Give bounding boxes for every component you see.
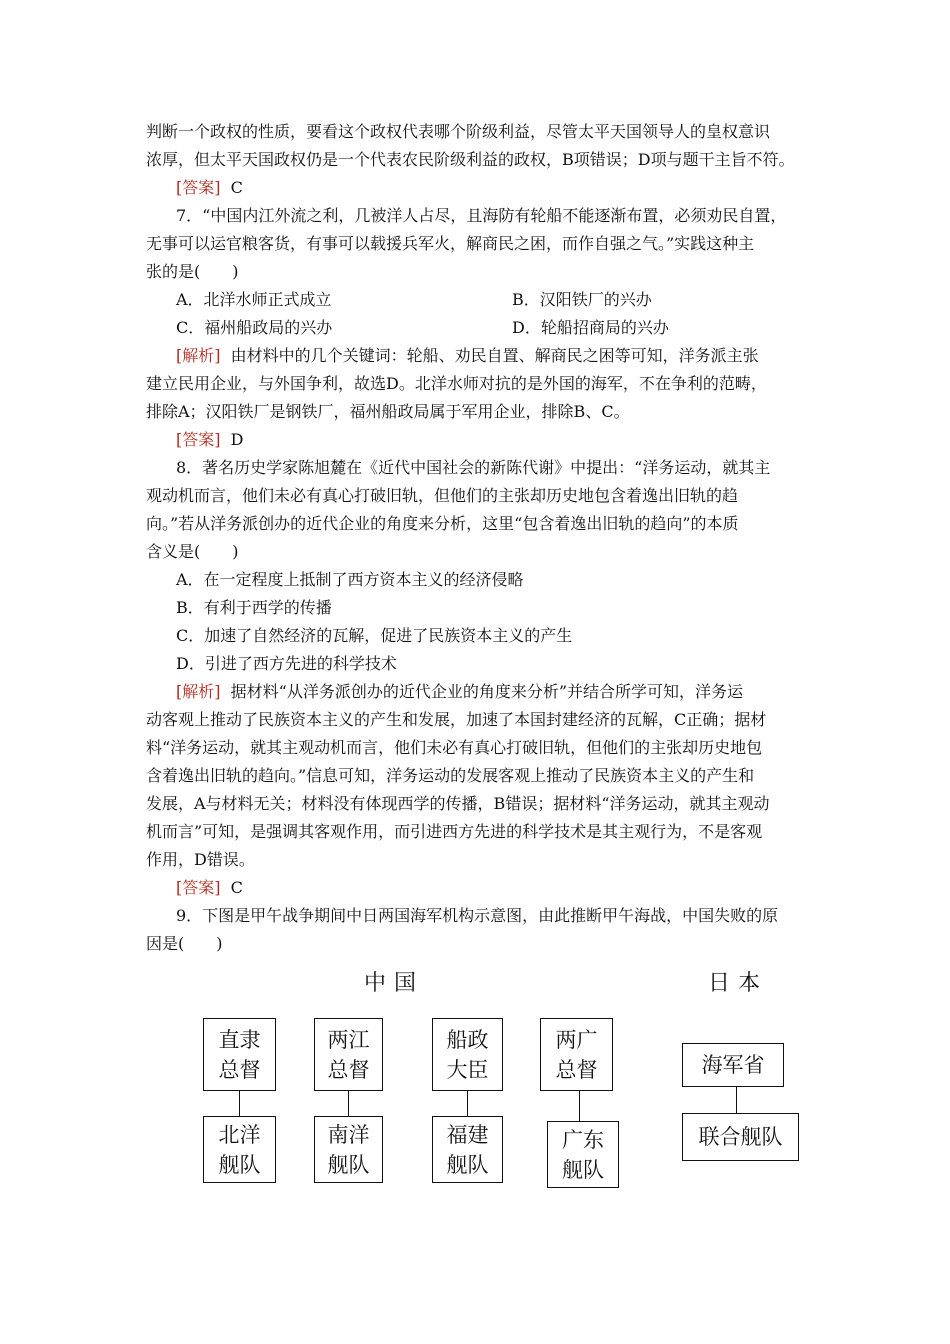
china-fleet-box — [314, 1116, 383, 1183]
japan-title: 日本 — [708, 971, 769, 996]
box-text: 广东 — [562, 1127, 604, 1152]
q7-stem-line-2: 无事可以运官粮客货，有事可以载援兵军火，解商民之困，而作自强之气。”实践这种主 — [146, 234, 755, 253]
box-text: 船政 — [446, 1027, 489, 1052]
connector-line — [467, 1091, 468, 1116]
box-text: 总督 — [555, 1057, 598, 1082]
q8-option-a: A．在一定程度上抵制了西方资本主义的经济侵略 — [176, 570, 524, 589]
q6-explanation-line-1: 判断一个政权的性质，要看这个政权代表哪个阶级利益，尽管太平天国领导人的皇权意识 — [146, 122, 771, 141]
box-text: 南洋 — [327, 1122, 370, 1147]
answer-tag: [答案] — [176, 430, 221, 449]
japan-fleet-box — [682, 1113, 799, 1161]
q9-stem-line-2: 因是( ) — [146, 934, 223, 953]
q8-analysis-line-3: 料“洋务运动，就其主观动机而言，他们未必有真心打破旧轨，但他们的主张却历史地包 — [146, 738, 763, 757]
q8-stem-line-3: 向。”若从洋务派创办的近代企业的角度来分析，这里“包含着逸出旧轨的趋向”的本质 — [146, 514, 739, 533]
q8-stem-line-1: 8．著名历史学家陈旭麓在《近代中国社会的新陈代谢》中提出：“洋务运动，就其主 — [176, 458, 771, 477]
q9-stem-line-1: 9．下图是甲午战争期间中日两国海军机构示意图，由此推断甲午海战，中国失败的原 — [176, 906, 779, 925]
box-text: 联合舰队 — [698, 1125, 783, 1149]
q7-analysis-line-3: 排除A；汉阳铁厂是钢铁厂，福州船政局属于军用企业，排除B、C。 — [146, 402, 630, 421]
box-text: 舰队 — [562, 1157, 604, 1182]
q8-answer — [176, 874, 243, 902]
answer-tag: [答案] — [176, 178, 221, 197]
q7-analysis-line-1 — [176, 342, 759, 370]
q8-analysis-line-5: 发展，A与材料无关；材料没有体现西学的传播，B错误；据材料“洋务运动，就其主观动 — [146, 794, 770, 813]
q7-option-c: C．福州船政局的兴办 — [176, 318, 333, 337]
china-fleet-box — [432, 1116, 503, 1183]
q8-analysis-line-6: 机而言”可知，是强调其客观作用，而引进西方先进的科学技术是其主观行为，不是客观 — [146, 822, 763, 841]
connector-line — [579, 1091, 580, 1121]
q6-explanation-line-2: 浓厚，但太平天国政权仍是一个代表农民阶级利益的政权，B项错误；D项与题干主旨不符。 — [146, 150, 795, 169]
q8-stem-line-2: 观动机而言，他们未必有真心打破旧轨，但他们的主张却历史地包含着逸出旧轨的趋 — [146, 486, 739, 505]
answer-value: C — [230, 878, 243, 897]
q8-option-c: C．加速了自然经济的瓦解，促进了民族资本主义的产生 — [176, 626, 573, 645]
china-fleet-box — [547, 1121, 619, 1188]
q7-option-b: B．汉阳铁厂的兴办 — [512, 290, 652, 309]
analysis-tag: [解析] — [176, 682, 221, 701]
box-text: 海军省 — [701, 1053, 765, 1077]
box-text: 北洋 — [218, 1122, 261, 1147]
box-text: 舰队 — [446, 1152, 489, 1177]
box-text: 总督 — [327, 1057, 370, 1082]
q6-answer — [176, 174, 243, 202]
analysis-text: 由材料中的几个关键词：轮船、劝民自置、解商民之困等可知，洋务派主张 — [230, 346, 759, 365]
box-text: 福建 — [446, 1122, 489, 1147]
q7-answer — [176, 426, 244, 454]
q8-stem-line-4: 含义是( ) — [146, 542, 239, 561]
connector-line — [736, 1087, 737, 1113]
q7-stem-line-1: 7．“中国内江外流之利，几被洋人占尽，且海防有轮船不能逐渐布置，必须劝民自置， — [176, 206, 787, 225]
connector-line — [348, 1091, 349, 1116]
q8-analysis-line-1 — [176, 678, 743, 706]
q8-analysis-line-2: 动客观上推动了民族资本主义的产生和发展，加速了本国封建经济的瓦解，C正确；据材 — [146, 710, 767, 729]
q7-option-a: A．北洋水师正式成立 — [176, 290, 332, 309]
box-text: 两江 — [327, 1027, 370, 1052]
answer-tag: [答案] — [176, 878, 221, 897]
q7-analysis-line-2: 建立民用企业，与外国争利，故选D。北洋水师对抗的是外国的海军，不在争利的范畴， — [146, 374, 767, 393]
q8-option-b: B．有利于西学的传播 — [176, 598, 332, 617]
q8-analysis-line-4: 含着逸出旧轨的趋向。”信息可知，洋务运动的发展客观上推动了民族资本主义的产生和 — [146, 766, 755, 785]
q7-stem-line-3: 张的是( ) — [146, 262, 239, 281]
china-top-box — [314, 1018, 383, 1091]
box-text: 大臣 — [446, 1057, 489, 1082]
box-text: 两广 — [555, 1027, 598, 1052]
china-fleet-box — [203, 1116, 276, 1183]
q8-analysis-line-7: 作用，D错误。 — [146, 850, 255, 869]
box-text: 直隶 — [218, 1027, 261, 1052]
answer-value: C — [230, 178, 243, 197]
china-top-box — [540, 1018, 613, 1091]
box-text: 舰队 — [327, 1152, 370, 1177]
box-text: 总督 — [218, 1057, 261, 1082]
china-top-box — [432, 1018, 503, 1091]
china-title: 中国 — [364, 971, 425, 996]
q7-option-d: D．轮船招商局的兴办 — [512, 318, 669, 337]
connector-line — [239, 1091, 240, 1116]
answer-value: D — [230, 430, 244, 449]
china-top-box — [203, 1018, 276, 1091]
box-text: 舰队 — [218, 1152, 261, 1177]
japan-top-box — [682, 1043, 784, 1087]
q8-option-d: D．引进了西方先进的科学技术 — [176, 654, 397, 673]
analysis-text: 据材料“从洋务派创办的近代企业的角度来分析”并结合所学可知，洋务运 — [230, 682, 744, 701]
analysis-tag: [解析] — [176, 346, 221, 365]
